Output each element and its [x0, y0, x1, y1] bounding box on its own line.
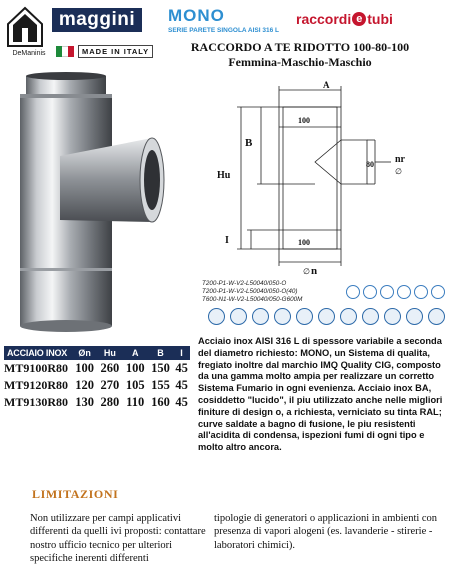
cell-i: 45	[173, 394, 190, 411]
product-code: MT9120R80	[4, 378, 68, 392]
cell-a: 105	[125, 378, 145, 392]
house-icon	[340, 308, 357, 325]
dim-n-label: n	[311, 265, 318, 277]
install-icon	[428, 308, 445, 325]
product-subtitle: Femmina-Maschio-Maschio	[228, 55, 372, 69]
boiler-icon	[274, 308, 291, 325]
product-line-subtitle: SERIE PARETE SINGOLA AISI 316 L	[168, 27, 280, 34]
dim-b-label: B	[245, 137, 253, 149]
cell-a: 100	[123, 360, 148, 377]
table-row	[4, 360, 190, 377]
flame-icon	[208, 308, 225, 325]
cell-hu: 260	[97, 360, 122, 377]
fire-icon	[230, 308, 247, 325]
oil-icon	[414, 285, 428, 299]
v2-certification-icon	[346, 285, 360, 299]
certification-codes	[202, 280, 302, 304]
cell-hu: 280	[97, 394, 122, 411]
dim-nr-label: nr	[395, 154, 405, 165]
raccordi-e-tubi-logo: raccordi e tubi	[296, 11, 393, 27]
limitations-text-col2: tipologie di generatori o applicazioni in ambienti con presenza di vapori alogeni (es. lavanderie - stirerie - laboratori chimici).	[214, 513, 438, 551]
spec-table	[4, 346, 190, 411]
fan-icon	[362, 308, 379, 325]
product-photo	[2, 72, 192, 337]
dim-a-label: A	[323, 80, 330, 90]
cell-i: 45	[173, 360, 190, 377]
top-size-label: 100	[298, 116, 310, 125]
dim-hu-label: Hu	[217, 170, 231, 181]
maggini-logo: maggini	[52, 8, 142, 32]
diameter-symbol-nr: ∅	[395, 167, 402, 176]
cell-hu: 270	[100, 378, 120, 392]
product-code: MT9130R80	[4, 394, 72, 411]
table-header: Øn	[72, 346, 97, 360]
product-code: MT9100R80	[4, 360, 72, 377]
bottom-size-label: 100	[298, 238, 310, 247]
demaninis-logo	[6, 6, 44, 56]
table-header: B	[148, 346, 173, 360]
cell-a: 110	[123, 394, 148, 411]
demaninis-caption: DeManinis	[12, 50, 46, 57]
certification-line: T200-P1-W-V2-L50040/050-O(40)	[202, 288, 298, 295]
cell-b: 155	[151, 378, 170, 392]
cell-n: 130	[72, 394, 97, 411]
table-header: Hu	[97, 346, 122, 360]
certification-badges	[346, 285, 445, 299]
pressure-icon	[384, 308, 401, 325]
branch-size-label: 80	[366, 160, 374, 169]
product-line-title: MONO	[168, 6, 225, 25]
feature-icons	[208, 308, 445, 325]
table-header-row	[4, 346, 190, 360]
dim-i-label: I	[225, 235, 229, 246]
table-header: A	[123, 346, 148, 360]
cell-n: 120	[75, 378, 95, 392]
cell-b: 150	[148, 360, 173, 377]
table-header: I	[173, 346, 190, 360]
technical-drawing	[195, 72, 452, 282]
italian-flag-icon	[56, 46, 74, 57]
table-header: ACCIAIO INOX	[4, 346, 72, 360]
made-in-italy-badge	[56, 44, 153, 58]
wood-icon	[380, 285, 394, 299]
limitations-text-col1: Non utilizzare per campi applicativi differenti da quelli ivi proposti: contattare nostro ufficio tecnico per ulteriori specifiche inerenti differenti	[30, 513, 206, 564]
house-icon	[6, 6, 44, 48]
product-title: RACCORDO A TE RIDOTTO 100-80-100	[190, 40, 410, 54]
quality-icon	[431, 285, 445, 299]
condensing-icon	[296, 308, 313, 325]
gas-icon	[363, 285, 377, 299]
made-in-italy-text: MADE IN ITALY	[78, 45, 153, 58]
pellet-icon	[397, 285, 411, 299]
wall-icon	[406, 308, 423, 325]
cell-i: 45	[175, 378, 188, 392]
cell-n: 100	[72, 360, 97, 377]
table-row	[4, 377, 190, 394]
certification-line: T200-P1-W-V2-L50040/050-O	[202, 280, 287, 287]
drop-icon	[318, 308, 335, 325]
stove-icon	[252, 308, 269, 325]
certification-line: T600-N1-W-V2-L50040/050-G600M	[202, 296, 303, 303]
table-row	[4, 394, 190, 411]
cell-b: 160	[148, 394, 173, 411]
diameter-symbol-n: ∅	[303, 267, 310, 276]
product-description: Acciaio inox AISI 316 L di spessore variabile a seconda del diametro richiesto: MONO, un Sistema di qualita, fregiato inoltre dal marchio IMQ Quality CIG, composto da una gamma molto ampia per realizzare un corretto Sistema Fumario in ogni evenienza. Acciaio inox BA, cosiddetto "lucido", il piu utilizzato anche nelle migliori finiture di design o, a richiesta, verniciato su tinta RAL; curve saldate a bagno di fusione, le piu resistenti all'acidita di condensa, ispezioni fumi di ogni tipo e molto altro ancora.	[198, 336, 443, 453]
limitations-title: LIMITAZIONI	[32, 487, 119, 501]
